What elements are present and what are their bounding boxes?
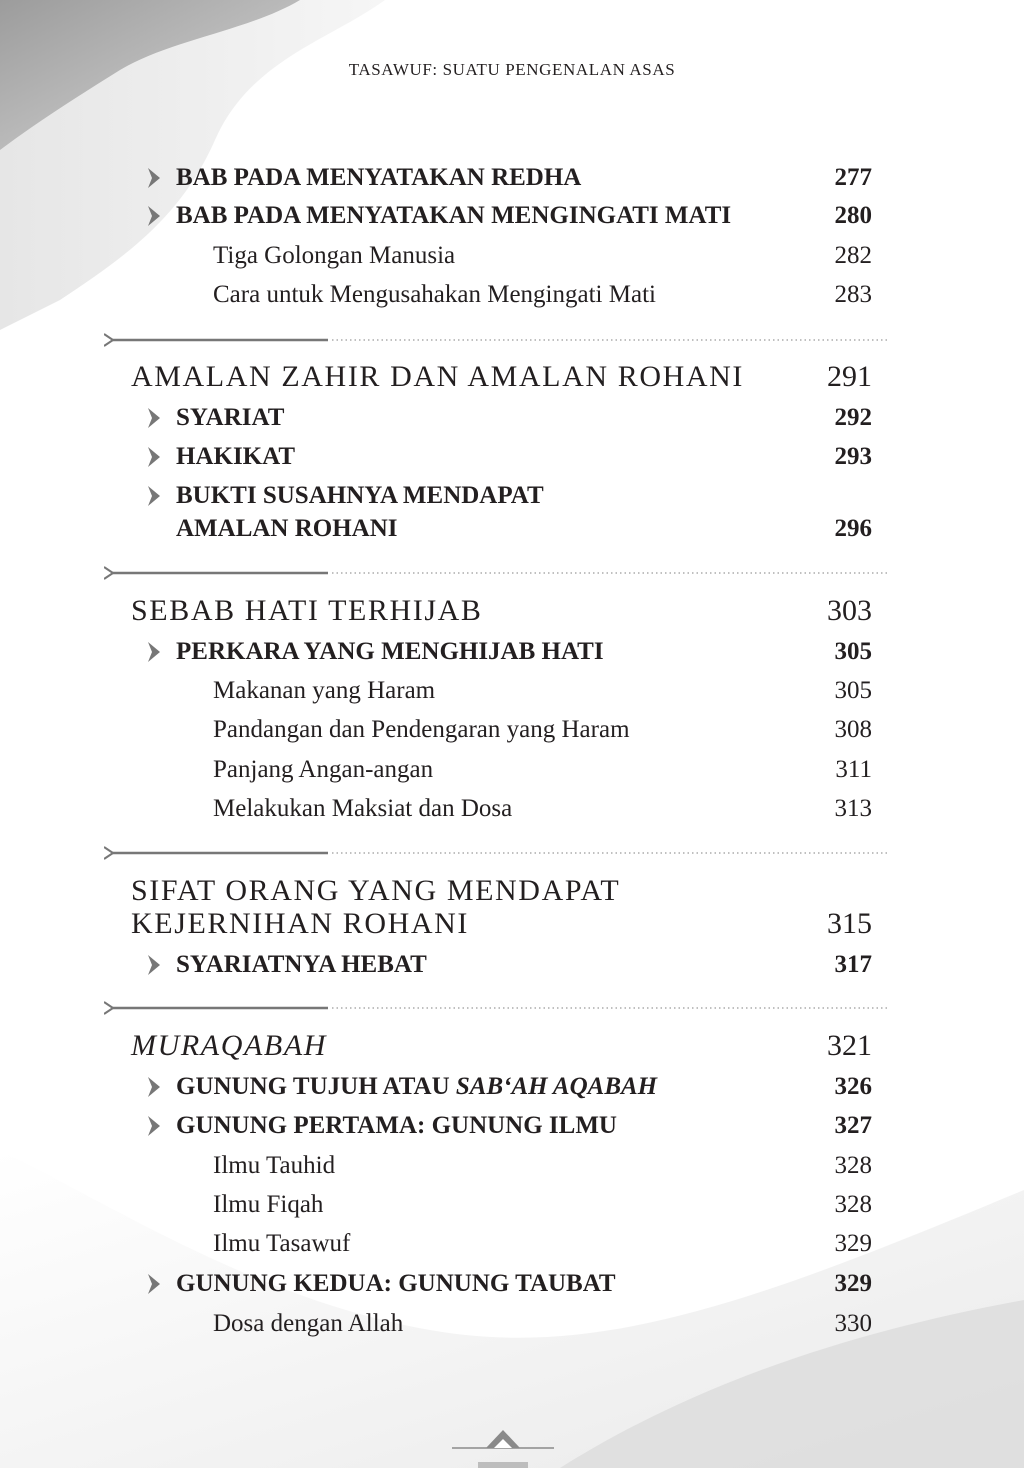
running-head: TASAWUF: SUATU PENGENALAN ASAS	[348, 60, 676, 79]
entry-page: 328	[834, 1191, 872, 1218]
chapter-title: SEBAB HATI TERHIJAB	[131, 594, 483, 627]
entry-page: 317	[834, 951, 872, 978]
entry-title: SYARIAT	[176, 404, 285, 431]
entry-title: BAB PADA MENYATAKAN REDHA	[176, 164, 582, 191]
entry-title: GUNUNG PERTAMA: GUNUNG ILMU	[176, 1112, 617, 1139]
chapter-title-line2: KEJERNIHAN ROHANI	[131, 907, 470, 940]
entry-page: 293	[834, 443, 872, 470]
entry-page: 280	[834, 202, 872, 229]
entry-title: Dosa dengan Allah	[213, 1310, 404, 1337]
entry-page: 277	[834, 164, 872, 191]
chapter-title-line1: SIFAT ORANG YANG MENDAPAT	[131, 874, 621, 907]
chapter-page: 291	[827, 360, 872, 393]
arrow-divider-icon	[104, 1001, 890, 1015]
entry-title: Tiga Golongan Manusia	[213, 242, 456, 269]
chevron-right-icon	[146, 641, 162, 663]
chapter-page: 315	[827, 907, 872, 940]
entry-page: 292	[834, 404, 872, 431]
entry-page: 327	[834, 1112, 872, 1139]
triangle-peak-icon	[448, 1418, 558, 1468]
entry-title-line1: BUKTI SUSAHNYA MENDAPAT	[176, 482, 544, 509]
chevron-right-icon	[146, 1273, 162, 1295]
chevron-right-icon	[146, 167, 162, 189]
entry-page: 326	[834, 1073, 872, 1100]
entry-title: SYARIATNYA HEBAT	[176, 951, 427, 978]
entry-page: 313	[834, 795, 872, 822]
chevron-right-icon	[146, 485, 162, 507]
arrow-divider-icon	[104, 333, 890, 347]
arrow-divider-icon	[104, 846, 890, 860]
chevron-right-icon	[146, 954, 162, 976]
chevron-right-icon	[146, 205, 162, 227]
chevron-right-icon	[146, 1115, 162, 1137]
entry-title: Ilmu Tauhid	[213, 1152, 336, 1179]
entry-page: 305	[834, 638, 872, 665]
chapter-page: 303	[827, 594, 872, 627]
entry-page: 328	[834, 1152, 872, 1179]
entry-title: Pandangan dan Pendengaran yang Haram	[213, 716, 630, 743]
entry-page: 296	[834, 515, 872, 542]
entry-page: 308	[834, 716, 872, 743]
chevron-right-icon	[146, 1076, 162, 1098]
entry-page: 282	[834, 242, 872, 269]
chapter-page: 321	[827, 1029, 872, 1062]
entry-title: Ilmu Tasawuf	[213, 1230, 351, 1257]
entry-title-italic: SAB‘AH AQABAH	[455, 1073, 658, 1100]
entry-page: 329	[834, 1270, 872, 1297]
entry-title	[176, 1073, 657, 1101]
entry-title: HAKIKAT	[176, 443, 295, 470]
entry-page: 329	[834, 1230, 872, 1257]
chapter-title: AMALAN ZAHIR DAN AMALAN ROHANI	[131, 360, 744, 393]
chapter-title: MURAQABAH	[131, 1029, 328, 1062]
entry-title: Panjang Angan-angan	[213, 756, 434, 783]
entry-page: 311	[835, 756, 872, 783]
entry-title: GUNUNG KEDUA: GUNUNG TAUBAT	[176, 1270, 616, 1297]
entry-title: Cara untuk Mengusahakan Mengingati Mati	[213, 281, 656, 308]
entry-title: PERKARA YANG MENGHIJAB HATI	[176, 638, 604, 665]
arrow-divider-icon	[104, 566, 890, 580]
chevron-right-icon	[146, 407, 162, 429]
entry-title: BAB PADA MENYATAKAN MENGINGATI MATI	[176, 202, 732, 229]
entry-page: 305	[834, 677, 872, 704]
entry-page: 283	[834, 281, 872, 308]
entry-title: Ilmu Fiqah	[213, 1191, 324, 1218]
entry-title: Makanan yang Haram	[213, 677, 436, 704]
entry-title: Melakukan Maksiat dan Dosa	[213, 795, 513, 822]
entry-title-plain: GUNUNG TUJUH ATAU	[176, 1073, 456, 1100]
entry-page: 330	[834, 1310, 872, 1337]
entry-title-line2: AMALAN ROHANI	[176, 515, 398, 542]
chevron-right-icon	[146, 446, 162, 468]
